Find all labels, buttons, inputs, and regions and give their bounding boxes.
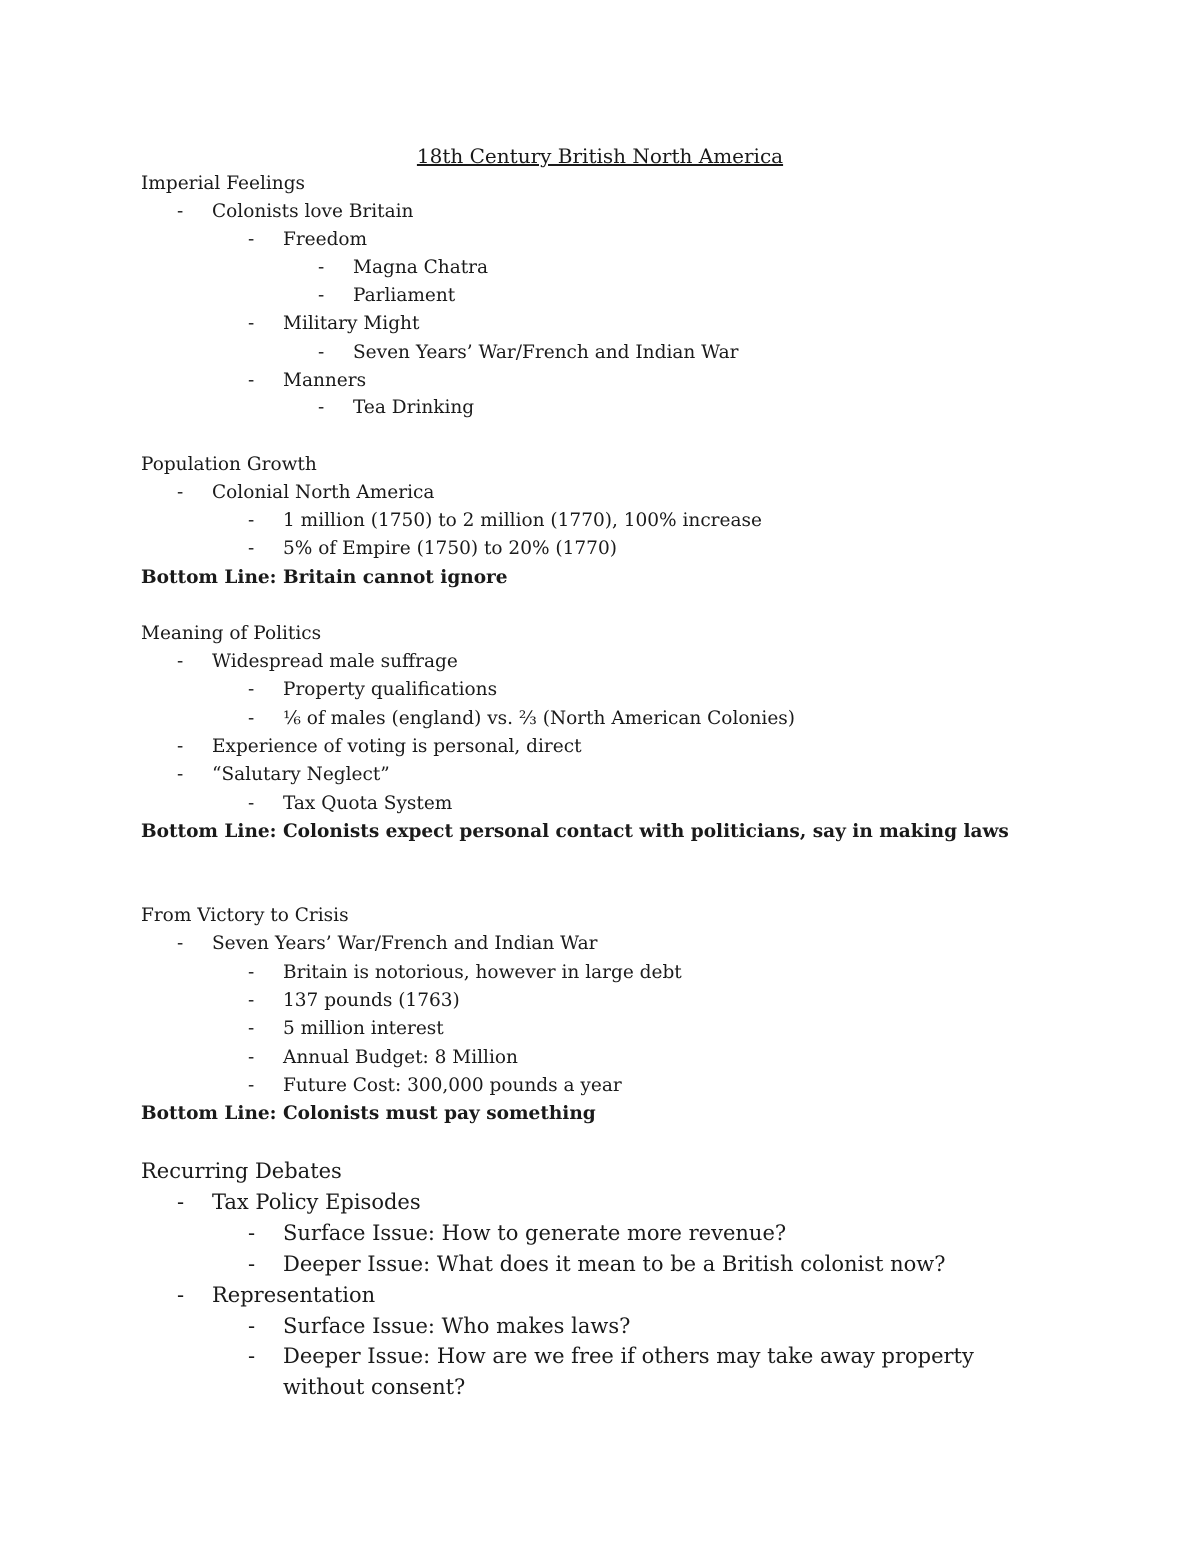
list-item: Experience of voting is personal, direct	[212, 736, 582, 757]
bottom-line-population: Bottom Line: Britain cannot ignore	[141, 567, 508, 588]
bullet-dash: -	[177, 764, 184, 785]
list-item: Surface Issue: Who makes laws?	[283, 1314, 631, 1338]
list-item: Freedom	[283, 229, 368, 250]
list-item: Britain is notorious, however in large debt	[283, 962, 682, 983]
bullet-dash: -	[248, 538, 255, 559]
bullet-dash: -	[318, 397, 325, 418]
bullet-dash: -	[177, 1190, 185, 1214]
bullet-dash: -	[248, 1018, 255, 1039]
bullet-dash: -	[248, 708, 255, 729]
bullet-dash: -	[177, 651, 184, 672]
bullet-dash: -	[177, 1283, 185, 1307]
list-item: Widespread male suffrage	[212, 651, 458, 672]
list-item: “Salutary Neglect”	[212, 764, 390, 785]
list-item: Military Might	[283, 313, 420, 334]
list-item: Colonists love Britain	[212, 201, 414, 222]
section-heading-population-growth: Population Growth	[141, 454, 317, 475]
bullet-dash: -	[248, 1252, 256, 1276]
list-item: Representation	[212, 1283, 376, 1307]
bullet-dash: -	[248, 313, 255, 334]
list-item: Tax Quota System	[283, 793, 453, 814]
bullet-dash: -	[248, 1221, 256, 1245]
bullet-dash: -	[248, 793, 255, 814]
bullet-dash: -	[248, 370, 255, 391]
bullet-dash: -	[248, 1075, 255, 1096]
bullet-dash: -	[248, 962, 255, 983]
bullet-dash: -	[248, 1344, 256, 1368]
list-item: 137 pounds (1763)	[283, 990, 460, 1011]
list-item: ⅙ of males (england) vs. ⅔ (North American Colonies)	[283, 708, 795, 729]
section-heading-victory-to-crisis: From Victory to Crisis	[141, 905, 349, 926]
bullet-dash: -	[248, 229, 255, 250]
bullet-dash: -	[248, 1314, 256, 1338]
list-item: 5% of Empire (1750) to 20% (1770)	[283, 538, 617, 559]
bullet-dash: -	[248, 990, 255, 1011]
list-item: Tax Policy Episodes	[212, 1190, 421, 1214]
list-item: Seven Years’ War/French and Indian War	[353, 342, 739, 363]
list-item: Magna Chatra	[353, 257, 489, 278]
bullet-dash: -	[248, 1047, 255, 1068]
bullet-dash: -	[177, 933, 184, 954]
list-item: Seven Years’ War/French and Indian War	[212, 933, 598, 954]
bullet-dash: -	[177, 201, 184, 222]
list-item: Property qualifications	[283, 679, 498, 700]
list-item: Deeper Issue: How are we free if others may take away property without consent?	[283, 1344, 974, 1399]
bullet-dash: -	[318, 285, 325, 306]
bullet-dash: -	[318, 257, 325, 278]
section-heading-imperial-feelings: Imperial Feelings	[141, 173, 306, 194]
list-item: Surface Issue: How to generate more revenue?	[283, 1221, 787, 1245]
bottom-line-politics: Bottom Line: Colonists expect personal contact with politicians, say in making laws	[141, 821, 1009, 842]
section-heading-recurring-debates: Recurring Debates	[141, 1159, 342, 1183]
bullet-dash: -	[177, 736, 184, 757]
list-item: Tea Drinking	[353, 397, 475, 418]
bullet-dash: -	[248, 510, 255, 531]
list-item: 1 million (1750) to 2 million (1770), 100% increase	[283, 510, 762, 531]
list-item: Colonial North America	[212, 482, 435, 503]
list-item: Manners	[283, 370, 367, 391]
list-item: Parliament	[353, 285, 456, 306]
list-item: 5 million interest	[283, 1018, 444, 1039]
bullet-dash: -	[318, 342, 325, 363]
list-item: Annual Budget: 8 Million	[283, 1047, 518, 1068]
list-item: Deeper Issue: What does it mean to be a British colonist now?	[283, 1252, 946, 1276]
bottom-line-crisis: Bottom Line: Colonists must pay something	[141, 1103, 596, 1124]
list-item: Future Cost: 300,000 pounds a year	[283, 1075, 622, 1096]
section-heading-meaning-of-politics: Meaning of Politics	[141, 623, 322, 644]
bullet-dash: -	[248, 679, 255, 700]
bullet-dash: -	[177, 482, 184, 503]
page-title: 18th Century British North America	[416, 144, 784, 168]
